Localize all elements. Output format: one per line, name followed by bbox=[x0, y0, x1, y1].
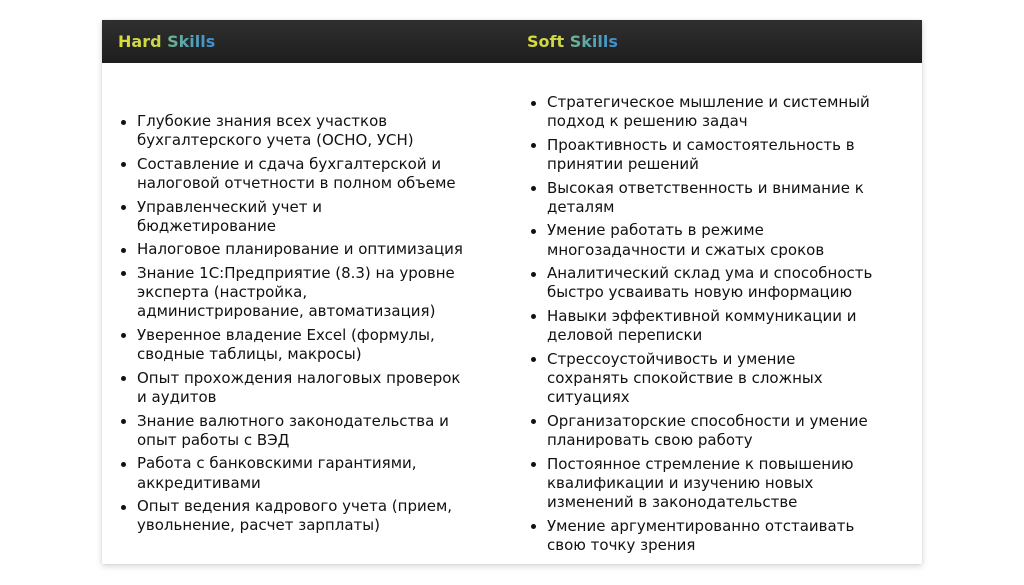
hard-skills-list bbox=[103, 112, 463, 540]
hard-skill-item: Налоговое планирование и оптимизация bbox=[103, 240, 463, 259]
table-header bbox=[102, 20, 922, 63]
hard-skills-heading-word1: Hard bbox=[118, 32, 162, 51]
hard-skill-item: Опыт прохождения налоговых проверок и аудитов bbox=[103, 369, 463, 407]
soft-skill-item: Стратегическое мышление и системный подход к решению задач bbox=[513, 93, 873, 131]
hard-skill-item: Знание 1С:Предприятие (8.3) на уровне эксперта (настройка, администрирование, автоматизация) bbox=[103, 264, 463, 322]
hard-skill-item: Уверенное владение Excel (формулы, сводные таблицы, макросы) bbox=[103, 326, 463, 364]
soft-skill-item: Аналитический склад ума и способность быстро усваивать новую информацию bbox=[513, 264, 873, 302]
soft-skill-item: Умение работать в режиме многозадачности и сжатых сроков bbox=[513, 221, 873, 259]
soft-skills-heading bbox=[527, 33, 618, 51]
soft-skill-item: Умение аргументированно отстаивать свою точку зрения bbox=[513, 517, 873, 555]
hard-skill-item: Опыт ведения кадрового учета (прием, увольнение, расчет зарплаты) bbox=[103, 497, 463, 535]
skills-card bbox=[102, 20, 922, 564]
soft-skill-item: Постоянное стремление к повышению квалификации и изучению новых изменений в законодательстве bbox=[513, 455, 873, 513]
soft-skill-item: Проактивность и самостоятельность в принятии решений bbox=[513, 136, 873, 174]
soft-skills-heading-word1: Soft bbox=[527, 32, 565, 51]
soft-skills-list bbox=[513, 93, 873, 559]
hard-skill-item: Глубокие знания всех участков бухгалтерского учета (ОСНО, УСН) bbox=[103, 112, 463, 150]
hard-skills-heading-word2: Skills bbox=[167, 32, 216, 51]
hard-skills-heading bbox=[118, 33, 215, 51]
hard-skill-item: Знание валютного законодательства и опыт работы с ВЭД bbox=[103, 412, 463, 450]
hard-skill-item: Составление и сдача бухгалтерской и налоговой отчетности в полном объеме bbox=[103, 155, 463, 193]
soft-skill-item: Навыки эффективной коммуникации и деловой переписки bbox=[513, 307, 873, 345]
hard-skill-item: Управленческий учет и бюджетирование bbox=[103, 198, 463, 236]
soft-skills-heading-word2: Skills bbox=[569, 32, 618, 51]
hard-skill-item: Работа с банковскими гарантиями, аккредитивами bbox=[103, 454, 463, 492]
soft-skill-item: Стрессоустойчивость и умение сохранять спокойствие в сложных ситуациях bbox=[513, 350, 873, 408]
soft-skill-item: Организаторские способности и умение планировать свою работу bbox=[513, 412, 873, 450]
soft-skill-item: Высокая ответственность и внимание к деталям bbox=[513, 179, 873, 217]
